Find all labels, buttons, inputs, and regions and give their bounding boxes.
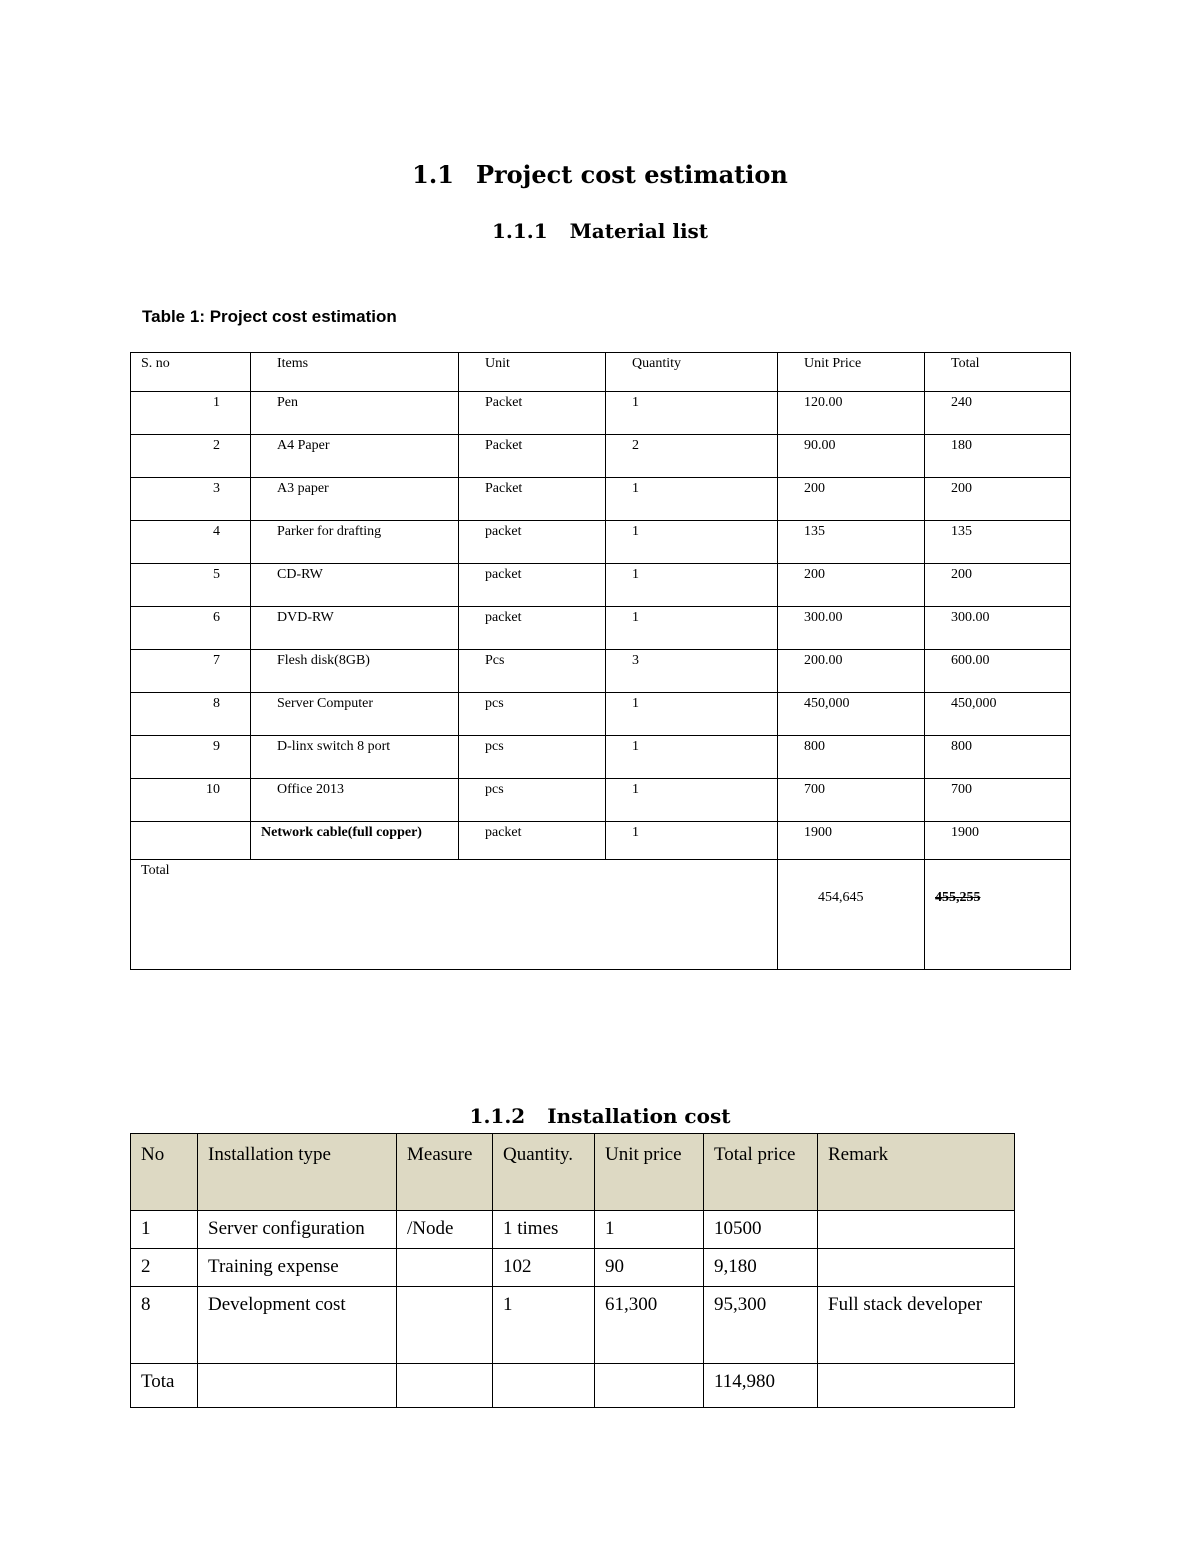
cell-unit: Packet [459, 478, 606, 521]
total-label: Total [131, 860, 778, 970]
section-title: Material list [569, 219, 709, 243]
material-list-table [130, 352, 1071, 970]
column-header: Total price [704, 1134, 818, 1211]
column-header: Items [251, 353, 459, 392]
cell-sno: 5 [131, 564, 251, 607]
cell-unit-price: 1900 [778, 822, 925, 860]
cell-quantity: 1 [606, 736, 778, 779]
section-number: 1.1 [412, 160, 454, 189]
column-header: Total [925, 353, 1071, 392]
section-heading-installation-cost [0, 1104, 1200, 1128]
table-row [131, 779, 1071, 822]
cell-quantity: 1 [606, 607, 778, 650]
cell-no: 2 [131, 1249, 198, 1287]
cell-unit: pcs [459, 779, 606, 822]
table-row [131, 478, 1071, 521]
total-total: 455,255 [925, 860, 1071, 970]
cell-installation-type: Server configuration [198, 1211, 397, 1249]
cell-empty [818, 1364, 1015, 1408]
cell-item: Office 2013 [251, 779, 459, 822]
column-header: No [131, 1134, 198, 1211]
cell-sno: 1 [131, 392, 251, 435]
table-row [131, 650, 1071, 693]
table-row [131, 1287, 1015, 1364]
cell-unit-price: 300.00 [778, 607, 925, 650]
cell-total: 700 [925, 779, 1071, 822]
cell-no: 1 [131, 1211, 198, 1249]
table-row [131, 607, 1071, 650]
cell-measure [397, 1287, 493, 1364]
cell-unit-price: 90.00 [778, 435, 925, 478]
cell-measure: /Node [397, 1211, 493, 1249]
column-header: Unit [459, 353, 606, 392]
column-header: Unit Price [778, 353, 925, 392]
cell-unit: packet [459, 521, 606, 564]
cell-total: 180 [925, 435, 1071, 478]
cell-unit-price: 61,300 [595, 1287, 704, 1364]
cell-measure [397, 1249, 493, 1287]
cell-empty [198, 1364, 397, 1408]
cell-total: 300.00 [925, 607, 1071, 650]
cell-no: 8 [131, 1287, 198, 1364]
cell-item: D-linx switch 8 port [251, 736, 459, 779]
cell-item: Parker for drafting [251, 521, 459, 564]
cell-installation-type: Development cost [198, 1287, 397, 1364]
cell-unit-price: 90 [595, 1249, 704, 1287]
cell-total: 600.00 [925, 650, 1071, 693]
table-row [131, 392, 1071, 435]
cell-quantity: 1 [606, 779, 778, 822]
cell-installation-type: Training expense [198, 1249, 397, 1287]
column-header: Quantity [606, 353, 778, 392]
cell-unit: packet [459, 607, 606, 650]
column-header: Measure [397, 1134, 493, 1211]
cell-total: 1900 [925, 822, 1071, 860]
cell-unit-price: 1 [595, 1211, 704, 1249]
cell-empty [397, 1364, 493, 1408]
cell-total: 800 [925, 736, 1071, 779]
cell-item: Pen [251, 392, 459, 435]
cell-unit-price: 200.00 [778, 650, 925, 693]
cell-quantity: 3 [606, 650, 778, 693]
table-row [131, 822, 1071, 860]
cell-item: A4 Paper [251, 435, 459, 478]
total-label: Tota [131, 1364, 198, 1408]
cell-sno: 3 [131, 478, 251, 521]
table-row [131, 1249, 1015, 1287]
cell-item: CD-RW [251, 564, 459, 607]
table-row [131, 693, 1071, 736]
section-title: Project cost estimation [475, 160, 788, 189]
cell-unit-price: 450,000 [778, 693, 925, 736]
total-value: 114,980 [704, 1364, 818, 1408]
cell-remark [818, 1249, 1015, 1287]
cell-sno: 8 [131, 693, 251, 736]
cell-remark: Full stack developer [818, 1287, 1015, 1364]
cell-total: 135 [925, 521, 1071, 564]
installation-cost-table [130, 1133, 1015, 1408]
column-header: Installation type [198, 1134, 397, 1211]
cell-unit-price: 120.00 [778, 392, 925, 435]
column-header: Remark [818, 1134, 1015, 1211]
cell-quantity: 1 [606, 392, 778, 435]
cell-quantity: 102 [493, 1249, 595, 1287]
cell-sno: 6 [131, 607, 251, 650]
cell-total-price: 9,180 [704, 1249, 818, 1287]
total-unit-price: 454,645 [778, 860, 925, 970]
section-number: 1.1.2 [469, 1104, 526, 1128]
cell-unit: packet [459, 822, 606, 860]
column-header: Quantity. [493, 1134, 595, 1211]
table-header-row [131, 353, 1071, 392]
cell-total: 200 [925, 478, 1071, 521]
cell-sno [131, 822, 251, 860]
cell-quantity: 1 [606, 822, 778, 860]
cell-quantity: 1 [606, 478, 778, 521]
cell-unit: packet [459, 564, 606, 607]
cell-quantity: 1 [606, 693, 778, 736]
cell-item: Flesh disk(8GB) [251, 650, 459, 693]
table-total-row [131, 860, 1071, 970]
cell-remark [818, 1211, 1015, 1249]
cell-quantity: 1 [606, 564, 778, 607]
cell-unit-price: 200 [778, 478, 925, 521]
cell-total: 450,000 [925, 693, 1071, 736]
cell-unit: Packet [459, 435, 606, 478]
cell-item: A3 paper [251, 478, 459, 521]
cell-sno: 9 [131, 736, 251, 779]
table-row [131, 435, 1071, 478]
cell-quantity: 1 [606, 521, 778, 564]
cell-unit: Packet [459, 392, 606, 435]
cell-empty [493, 1364, 595, 1408]
cell-quantity: 1 [493, 1287, 595, 1364]
cell-item: DVD-RW [251, 607, 459, 650]
cell-empty [595, 1364, 704, 1408]
column-header: Unit price [595, 1134, 704, 1211]
cell-sno: 7 [131, 650, 251, 693]
cell-item: Network cable(full copper) [251, 822, 459, 860]
cell-unit-price: 200 [778, 564, 925, 607]
table-row [131, 521, 1071, 564]
cell-sno: 10 [131, 779, 251, 822]
column-header: S. no [131, 353, 251, 392]
cell-unit: pcs [459, 736, 606, 779]
cell-unit-price: 800 [778, 736, 925, 779]
cell-total: 240 [925, 392, 1071, 435]
table-row [131, 1211, 1015, 1249]
cell-unit-price: 700 [778, 779, 925, 822]
cell-quantity: 2 [606, 435, 778, 478]
cell-sno: 4 [131, 521, 251, 564]
cell-unit: Pcs [459, 650, 606, 693]
table-row [131, 736, 1071, 779]
section-heading-material-list [0, 219, 1200, 243]
section-heading-1-1 [0, 160, 1200, 189]
cell-total-price: 10500 [704, 1211, 818, 1249]
table-row [131, 564, 1071, 607]
cell-item: Server Computer [251, 693, 459, 736]
section-number: 1.1.1 [491, 219, 548, 243]
cell-unit-price: 135 [778, 521, 925, 564]
cell-quantity: 1 times [493, 1211, 595, 1249]
table-total-row [131, 1364, 1015, 1408]
cell-sno: 2 [131, 435, 251, 478]
table-header-row [131, 1134, 1015, 1211]
cell-total: 200 [925, 564, 1071, 607]
cell-unit: pcs [459, 693, 606, 736]
section-title: Installation cost [547, 1104, 731, 1128]
cell-total-price: 95,300 [704, 1287, 818, 1364]
table-caption: Table 1: Project cost estimation [142, 307, 397, 326]
